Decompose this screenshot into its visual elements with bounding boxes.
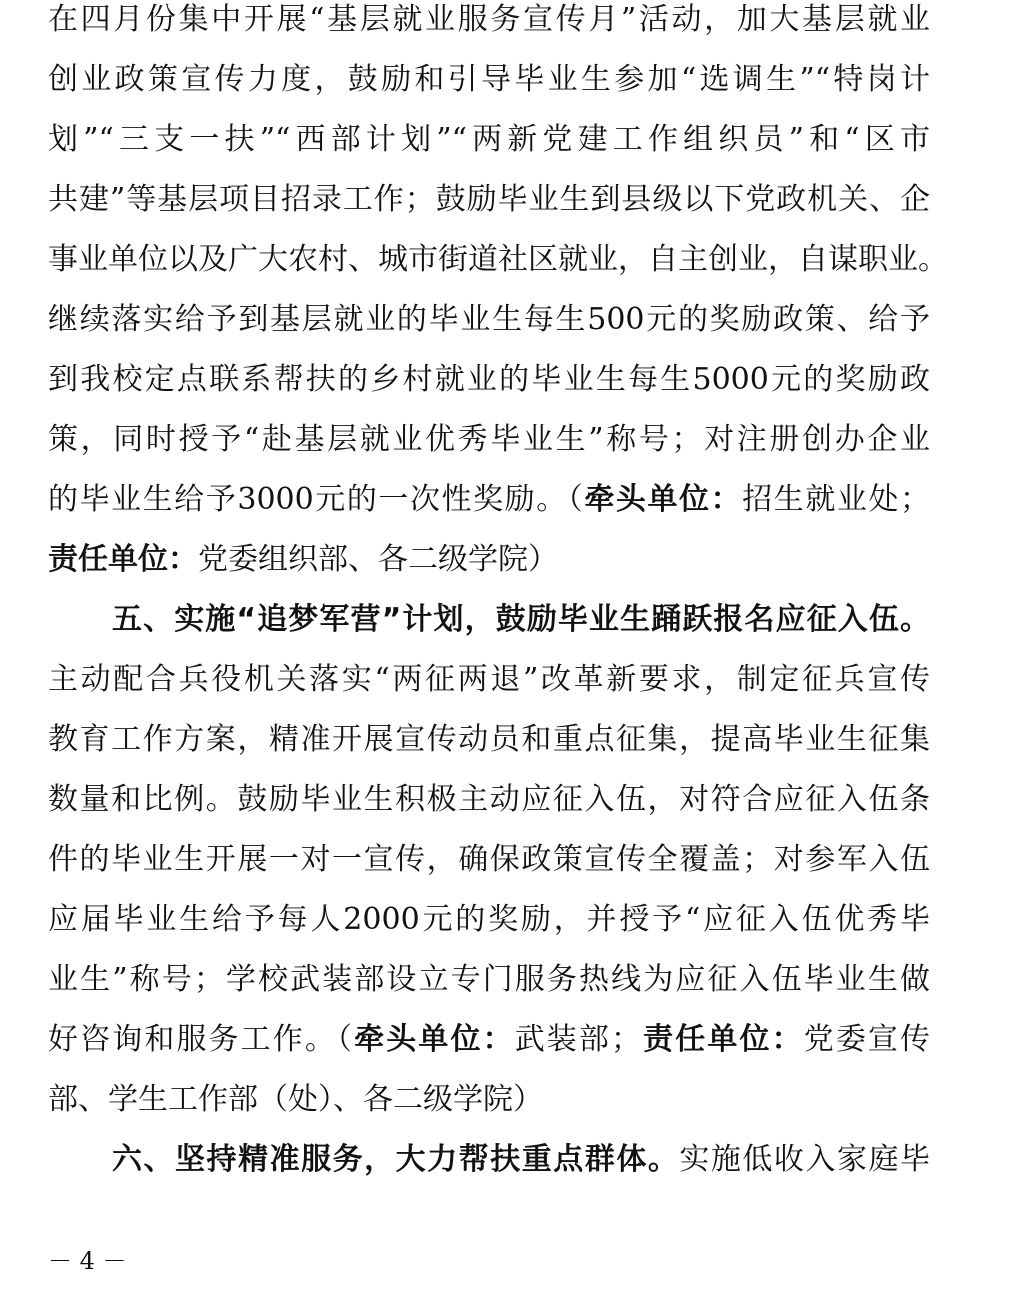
body-text: 好咨询和服务工作。（	[48, 1022, 355, 1057]
section-6-heading: 六、坚持精准服务，大力帮扶重点群体。	[112, 1142, 680, 1177]
responsible-unit-value: 党委宣传	[803, 1022, 931, 1057]
body-text: 实施低收入家庭毕	[679, 1142, 930, 1177]
page-number: － 4 －	[48, 1247, 127, 1275]
lead-unit-value: 武装部；	[514, 1022, 642, 1057]
body-line: 划”“三支一扶”“西部计划”“两新党建工作组织员”和“区市	[48, 122, 930, 157]
body-line: 主动配合兵役机关落实“两征两退”改革新要求，制定征兵宣传	[48, 662, 930, 697]
body-line: 策，同时授予“赴基层就业优秀毕业生”称号；对注册创办企业	[48, 422, 930, 457]
lead-unit-label: 牵头单位：	[584, 482, 743, 517]
body-line: 业生”称号；学校武装部设立专门服务热线为应征入伍毕业生做	[48, 962, 930, 997]
responsible-unit-line	[48, 540, 930, 580]
responsible-unit-value: 党委组织部、各二级学院）	[198, 542, 558, 577]
responsible-unit-label: 责任单位：	[641, 1022, 804, 1057]
lead-unit-value: 招生就业处；	[742, 482, 931, 517]
body-line: 应届毕业生给予每人2000元的奖励，并授予“应征入伍优秀毕	[48, 902, 930, 937]
body-line: 在四月份集中开展“基层就业服务宣传月”活动，加大基层就业	[48, 2, 930, 37]
body-line: 继续落实给予到基层就业的毕业生每生500元的奖励政策、给予	[48, 302, 930, 337]
body-line-with-responsibility	[48, 480, 930, 520]
body-line: 事业单位以及广大农村、城市街道社区就业，自主创业，自谋职业。	[48, 242, 948, 277]
body-line: 数量和比例。鼓励毕业生积极主动应征入伍，对符合应征入伍条	[48, 782, 930, 817]
section-6-line	[112, 1140, 930, 1180]
section-5-heading: 五、实施“追梦军营”计划，鼓励毕业生踊跃报名应征入伍。	[112, 602, 930, 637]
body-line: 共建”等基层项目招录工作；鼓励毕业生到县级以下党政机关、企	[48, 182, 930, 217]
body-text: 的毕业生给予3000元的一次性奖励。（	[48, 482, 585, 517]
body-line: 到我校定点联系帮扶的乡村就业的毕业生每生5000元的奖励政	[48, 362, 930, 397]
body-line: 教育工作方案，精准开展宣传动员和重点征集，提高毕业生征集	[48, 722, 930, 757]
responsible-unit-label: 责任单位：	[48, 542, 198, 577]
body-line: 件的毕业生开展一对一宣传，确保政策宣传全覆盖；对参军入伍	[48, 842, 930, 877]
body-line-with-responsibility	[48, 1020, 930, 1060]
body-line: 部、学生工作部（处）、各二级学院）	[48, 1082, 543, 1117]
lead-unit-label: 牵头单位：	[354, 1022, 515, 1057]
body-line: 创业政策宣传力度，鼓励和引导毕业生参加“选调生”“特岗计	[48, 62, 930, 97]
